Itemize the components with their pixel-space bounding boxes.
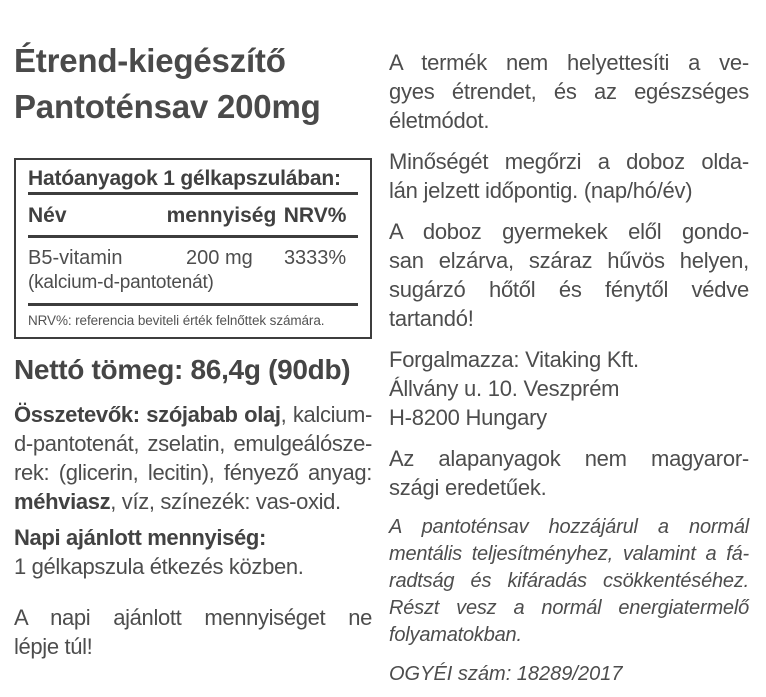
table-column-headers	[28, 195, 358, 235]
net-weight: Nettó tömeg: 86,4g (90db)	[14, 354, 351, 385]
left-column	[14, 0, 372, 661]
active-ingredients-table	[14, 158, 372, 339]
paragraph-balanced-diet: A termék nem helyettesíti a ve- gyes étrendet, és az egészséges életmódot.	[389, 50, 749, 133]
ingredients-paragraph: Összetevők: szójabab olaj, kalcium- d-pantotenát, zselatin, emulgeálósze- rek: (glicerin, lecitin), fényező anyag: méhviasz, víz, színezék: vas-oxid.	[14, 402, 372, 514]
table-title: Hatóanyagok 1 gélkapszulában:	[28, 167, 341, 190]
dosage-heading: Napi ajánlott mennyiség:	[14, 525, 266, 550]
product-category: Étrend-kiegészítő	[14, 42, 286, 79]
product-name: Pantoténsav 200mg	[14, 88, 321, 125]
ingredient-name: B5-vitamin	[28, 247, 123, 269]
column-header-amount: mennyiség	[166, 204, 277, 227]
dosage-text: 1 gélkapszula étkezés közben.	[14, 554, 304, 579]
ingredient-nrv: 3333%	[283, 247, 347, 269]
ingredient-amount: 200 mg	[186, 247, 253, 269]
ogyei-number: OGYÉI szám: 18289/2017	[389, 663, 623, 685]
overdose-warning: A napi ajánlott mennyiséget ne lépje túl!	[14, 605, 372, 659]
paragraph-best-before: Minőségét megőrzi a doboz olda- lán jelzett időpontig. (nap/hó/év)	[389, 149, 749, 203]
ingredient-name-sub: (kalcium-d-pantotenát)	[28, 272, 214, 293]
paragraph-storage-warning: A doboz gyermekek elől gondo- san elzárva, száraz hűvös helyen, sugárzó hőtől és fénytől védve tartandó!	[389, 219, 749, 331]
distributor-address: Forgalmazza: Vitaking Kft. Állvány u. 10. Veszprém H-8200 Hungary	[389, 347, 639, 430]
health-claim: A pantoténsav hozzájárul a normál mentális teljesítményhez, valamint a fá- radtság és kifáradás csökkentéséhez. Részt vesz a normál energiatermelő folyamatokban.	[389, 516, 749, 646]
paragraph-origin: Az alapanyagok nem magyaror- szági eredetűek.	[389, 446, 749, 500]
right-column	[389, 0, 749, 688]
column-header-nrv: NRV%	[283, 204, 347, 227]
table-row	[28, 238, 358, 271]
product-title	[14, 38, 372, 130]
nrv-footnote: NRV%: referencia beviteli érték felnőttek számára.	[28, 313, 325, 328]
column-header-name: Név	[28, 204, 67, 227]
